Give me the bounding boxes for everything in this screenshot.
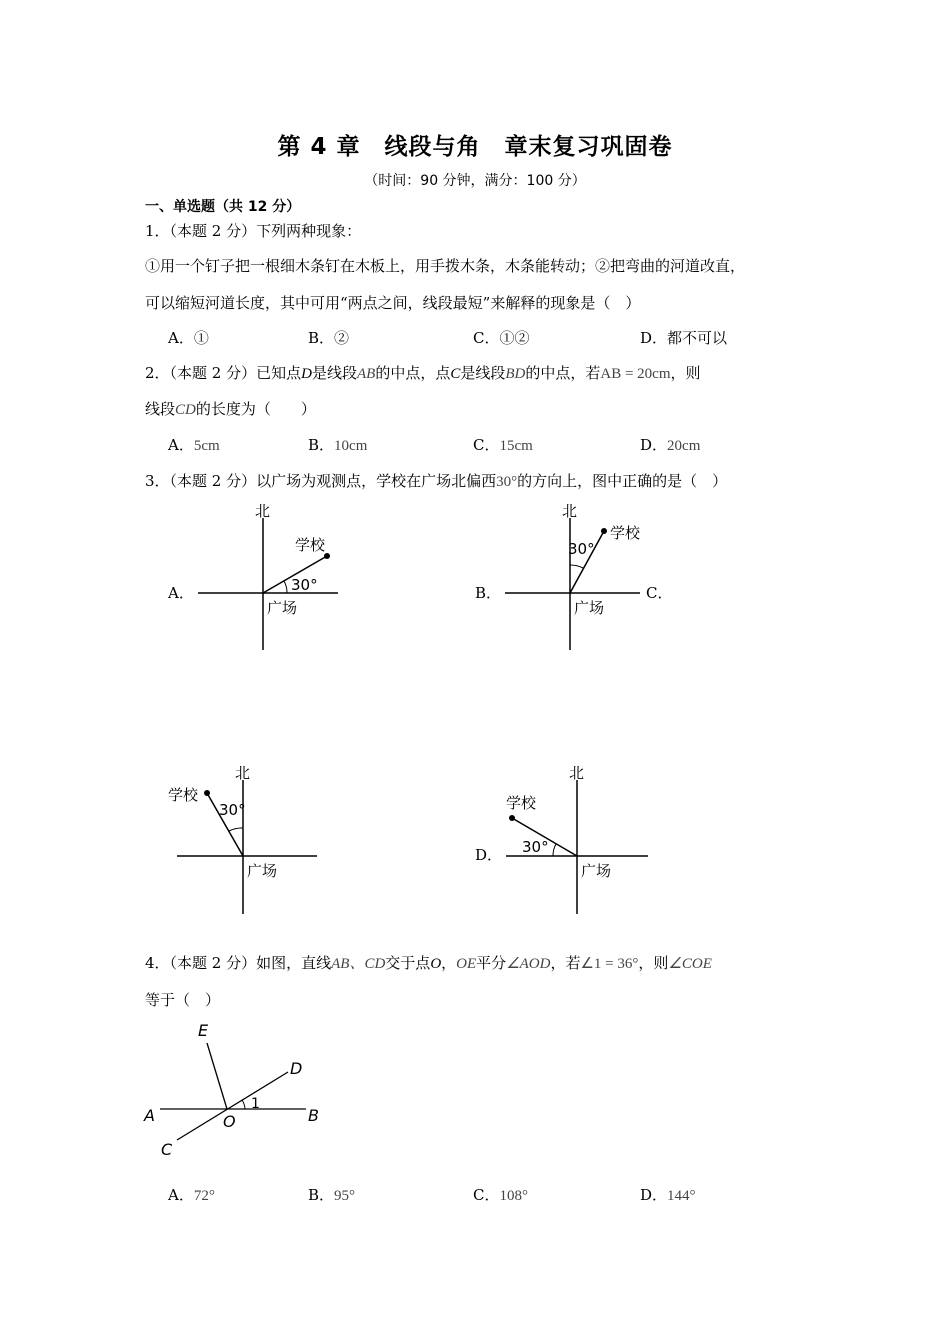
point-o-label: O [223, 1112, 236, 1131]
q4-option-c-letter: C． [473, 1186, 500, 1204]
north-label: 北 [562, 502, 578, 520]
square-label: 广场 [574, 599, 605, 617]
q4-text-6: ，则 [638, 954, 669, 972]
north-label: 北 [235, 764, 251, 782]
q4-ray-oe: OE [456, 956, 477, 972]
point-a-label: A [144, 1106, 155, 1125]
q1-line2: ①用一个钉子把一根细木条钉在木板上，用手拨木条，木条能转动；②把弯曲的河道改直， [145, 257, 746, 275]
q3-angle: 30° [496, 474, 518, 490]
q1-stem: 1．（本题 2 分）下列两种现象： [145, 222, 362, 240]
q4-option-c-value: 108° [499, 1188, 528, 1204]
q1-option-c[interactable]: C．①② [473, 329, 530, 347]
q4-figure [140, 1018, 330, 1163]
q2-text-3: 的中点，点 [375, 364, 451, 382]
north-label: 北 [569, 764, 585, 782]
q4-option-b-value: 95° [334, 1188, 356, 1204]
q4-option-a[interactable] [168, 1184, 215, 1205]
q2-text-8: 的长度为（ ） [195, 400, 316, 418]
q2-option-c-letter: C． [473, 436, 500, 454]
q2-option-b[interactable] [308, 434, 367, 455]
q4-option-d-letter: D． [640, 1186, 668, 1204]
q3-text-1: 3．（本题 2 分）以广场为观测点，学校在广场北偏西 [145, 472, 497, 490]
q3-diagram-c[interactable] [165, 760, 325, 920]
q1-option-b[interactable]: B．② [308, 329, 350, 347]
q2-stem [145, 362, 701, 383]
q4-text-3: ， [441, 954, 457, 972]
angle-label: 30° [522, 838, 549, 856]
q4-point-o: O [430, 956, 442, 972]
q2-text-7: 线段 [145, 400, 176, 418]
square-label: 广场 [581, 862, 612, 880]
q4-lines: AB、CD [331, 956, 386, 972]
q4-option-a-value: 72° [193, 1188, 215, 1204]
q2-segment-cd: CD [175, 402, 196, 418]
q4-option-b-letter: B． [308, 1186, 335, 1204]
q4-stem [145, 952, 712, 973]
section-heading: 一、单选题（共 12 分） [145, 199, 301, 215]
q4-option-d-value: 144° [667, 1188, 696, 1204]
q2-option-d[interactable] [640, 434, 700, 455]
q3-text-2: 的方向上，图中正确的是（ ） [517, 472, 728, 490]
q4-option-b[interactable] [308, 1184, 355, 1205]
angle-1-label: 1 [251, 1096, 260, 1112]
school-label: 学校 [295, 536, 326, 554]
q2-option-c[interactable] [473, 434, 533, 455]
q2-option-c-value: 15cm [499, 438, 533, 454]
q3-option-c-label[interactable]: C． [646, 584, 673, 602]
q2-text-5: 的中点，若 [525, 364, 601, 382]
school-label: 学校 [506, 794, 537, 812]
q3-option-b-label[interactable]: B． [475, 584, 502, 602]
q4-option-a-letter: A． [168, 1186, 194, 1204]
q2-option-d-letter: D． [640, 436, 668, 454]
q2-text-1: 2．（本题 2 分）已知点 [145, 364, 302, 382]
q2-point-d: D [301, 366, 312, 382]
page-title: 第 4 章 线段与角 章末复习巩固卷 [277, 134, 673, 160]
angle-label: 30° [219, 801, 246, 819]
school-label: 学校 [168, 786, 199, 804]
angle-label: 30° [291, 576, 318, 594]
school-label: 学校 [610, 524, 641, 542]
q3-option-a-label[interactable]: A． [168, 584, 194, 602]
q4-stem-line2: 等于（ ） [145, 991, 221, 1009]
q2-option-a-value: 5cm [193, 438, 220, 454]
q4-option-c[interactable] [473, 1184, 528, 1205]
q2-option-d-value: 20cm [667, 438, 701, 454]
q2-option-b-value: 10cm [334, 438, 368, 454]
angle-label: 30° [568, 540, 595, 558]
q4-text-5: ，若 [550, 954, 581, 972]
point-d-label: D [290, 1059, 303, 1078]
q3-diagram-b[interactable] [500, 500, 650, 655]
q4-text-4: 平分 [476, 954, 507, 972]
q4-angle-aod: ∠AOD [506, 956, 551, 972]
q2-segment-bd: BD [505, 366, 526, 382]
q2-text-2: 是线段 [311, 364, 357, 382]
q3-stem [145, 470, 727, 491]
point-e-label: E [198, 1021, 209, 1040]
q2-option-a-letter: A． [168, 436, 194, 454]
q1-line3: 可以缩短河道长度，其中可用“两点之间，线段最短”来解释的现象是（ ） [145, 294, 641, 312]
q2-given: AB = 20cm [600, 366, 671, 382]
q1-option-d[interactable]: D．都不可以 [640, 329, 728, 347]
q4-given: ∠1 = 36° [580, 956, 639, 972]
q1-option-a[interactable]: A．① [168, 329, 209, 347]
point-b-label: B [308, 1106, 319, 1125]
q2-text-6: ，则 [670, 364, 701, 382]
q4-text-1: 4．（本题 2 分）如图，直线 [145, 954, 332, 972]
q2-option-a[interactable] [168, 434, 220, 455]
q3-diagram-a[interactable] [195, 500, 345, 655]
q2-stem-line2 [145, 398, 316, 419]
q4-option-d[interactable] [640, 1184, 696, 1205]
q4-angle-coe: ∠COE [668, 956, 712, 972]
north-label: 北 [255, 502, 271, 520]
q2-point-c: C [450, 366, 461, 382]
q4-text-2: 交于点 [385, 954, 431, 972]
square-label: 广场 [247, 862, 278, 880]
exam-info: （时间：90 分钟，满分：100 分） [364, 173, 586, 189]
q2-option-b-letter: B． [308, 436, 335, 454]
q3-option-d-label[interactable]: D． [475, 846, 503, 864]
q2-segment-ab: AB [356, 366, 376, 382]
point-c-label: C [161, 1140, 173, 1159]
q2-text-4: 是线段 [460, 364, 506, 382]
q3-diagram-d[interactable] [500, 760, 655, 920]
square-label: 广场 [267, 599, 298, 617]
